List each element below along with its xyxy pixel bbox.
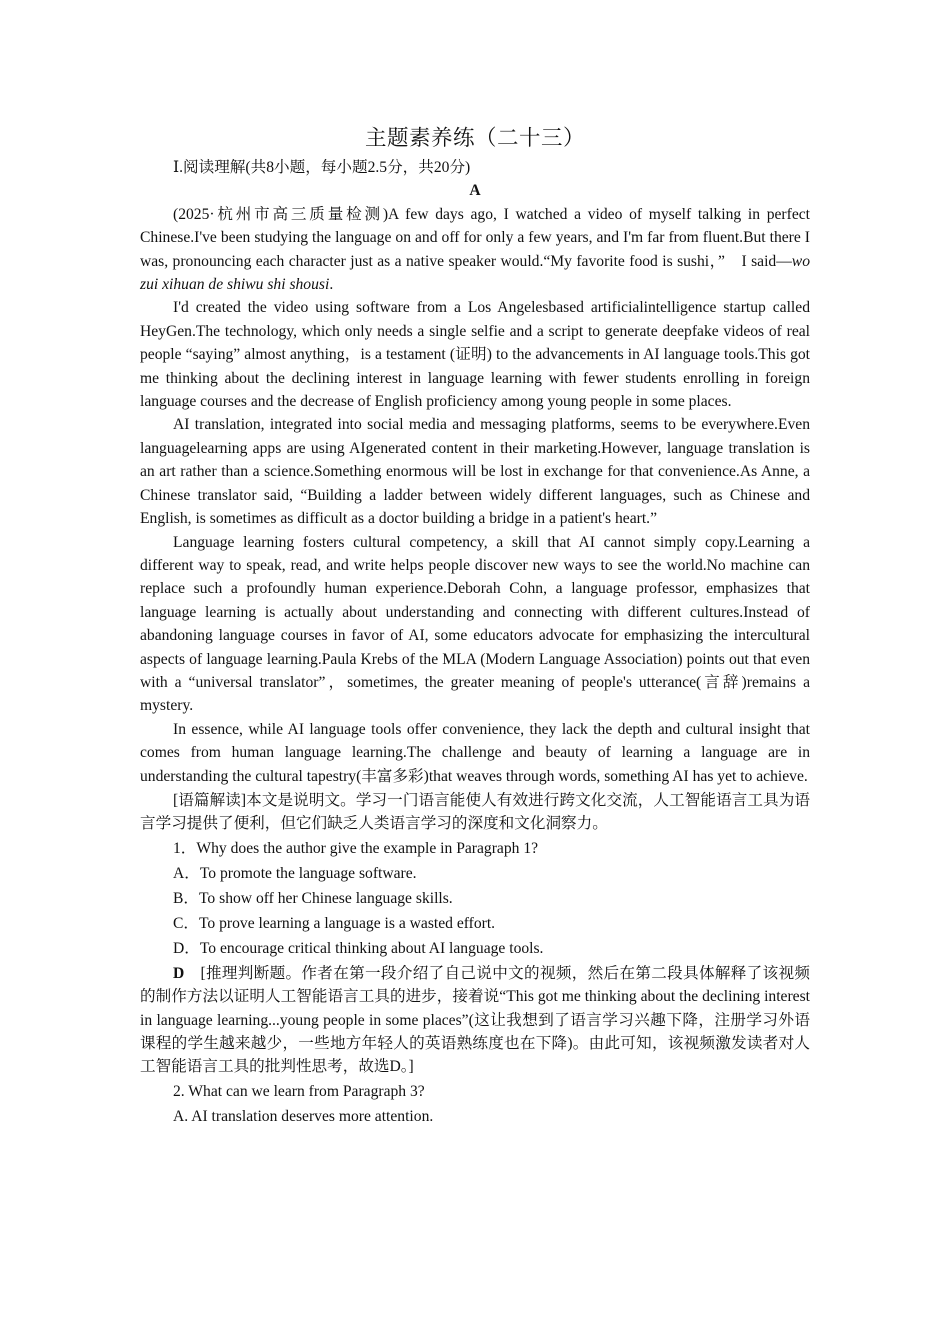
page-title: 主题素养练（二十三） <box>364 126 585 151</box>
passage-label: A <box>469 182 481 200</box>
question-1-option-b: B．To show off her Chinese language skills. <box>173 890 453 908</box>
question-1-option-d: D．To encourage critical thinking about AI language tools. <box>173 939 544 957</box>
answer-1-explanation: [推理判断题。作者在第一段介绍了自己说中文的视频，然后在第二段具体解释了该视频的制作方法以证明人工智能语言工具的进步，接着说“This got me thinking about the declining interest in language learning...young people in some places”(这让我想到了语言学习兴趣下降，注册学习外语课程的学生越来越少，一些地方年轻人的英语熟练度也在下降)。由此可知，该视频激发读者对人工智能语言工具的批判性思考，故选D。] <box>140 964 810 1076</box>
question-2-option-a: A. AI translation deserves more attention. <box>173 1108 434 1126</box>
section-heading: Ⅰ.阅读理解(共8小题，每小题2.5分，共20分) <box>173 159 471 176</box>
pinyin-quote: wo zui xihuan de shiwu shi shousi <box>140 252 810 294</box>
answer-1 <box>140 962 810 1079</box>
question-1-option-a: A．To promote the language software. <box>173 865 417 883</box>
passage-interpretation: [语篇解读]本文是说明文。学习一门语言能使人有效进行跨文化交流，人工智能语言工具为语言学习提供了便利，但它们缺乏人类语言学习的深度和文化洞察力。 <box>140 791 810 833</box>
document-page <box>140 122 810 1129</box>
paragraph-2: I'd created the video using software from a Los Angelesbased artificialintelligence startup called HeyGen.The technology, which only needs a single selfie and a script to generate deepfake videos of real people “saying” almost anything，is a testament (证明) to the advancements in AI language tools.This got me thinking about the declining interest in language learning with fewer students enrolling in foreign language courses and the decrease of English proficiency among young people in some places. <box>140 299 810 411</box>
paragraph-1-end: . <box>329 276 334 294</box>
paragraph-1-text: (2025·杭州市高三质量检测)A few days ago, I watched a video of myself talking in perfect Chinese.I've been studying the language on and off for only a few years, and I'm far from fluent.But there I was, pronouncing each character just as a native speaker would.“My favorite food is sushi，” I said— <box>140 205 810 270</box>
question-2-stem: 2. What can we learn from Paragraph 3? <box>173 1083 425 1101</box>
paragraph-5: In essence, while AI language tools offer convenience, they lack the depth and cultural insight that comes from human language learning.The challenge and beauty of learning a language are in understanding the cultural tapestry(丰富多彩)that weaves through words, something AI has yet to achieve. <box>140 720 810 785</box>
paragraph-1 <box>140 203 810 297</box>
question-1-stem: 1．Why does the author give the example in Paragraph 1? <box>173 840 539 858</box>
paragraph-3: AI translation, integrated into social media and messaging platforms, seems to be everywhere.Even languagelearning apps are using AIgenerated content in their marketing.However, language translation is an art rather than a science.Something enormous will be lost in exchange for that convenience.As Anne, a Chinese translator said, “Building a ladder between widely different languages, such as Chinese and English, is sometimes as difficult as a doctor building a bridge in a patient's heart.” <box>140 416 810 528</box>
question-1-option-c: C．To prove learning a language is a wasted effort. <box>173 915 496 932</box>
answer-1-letter: D <box>173 964 185 982</box>
paragraph-4: Language learning fosters cultural competency, a skill that AI cannot simply copy.Learning a different way to speak, read, and write helps people discover new ways to see the world.No machine can replace such a profoundly human experience.Deborah Cohn, a language professor, emphasizes that language learning is actually about understanding and connecting with different cultures.Instead of abandoning language courses in favor of AI, some educators advocate for emphasizing the intercultural aspects of language learning.Paula Krebs of the MLA (Modern Language Association) points out that even with a “universal translator”，sometimes, the greater meaning of people's utterance(言辞)remains a mystery. <box>140 533 810 715</box>
